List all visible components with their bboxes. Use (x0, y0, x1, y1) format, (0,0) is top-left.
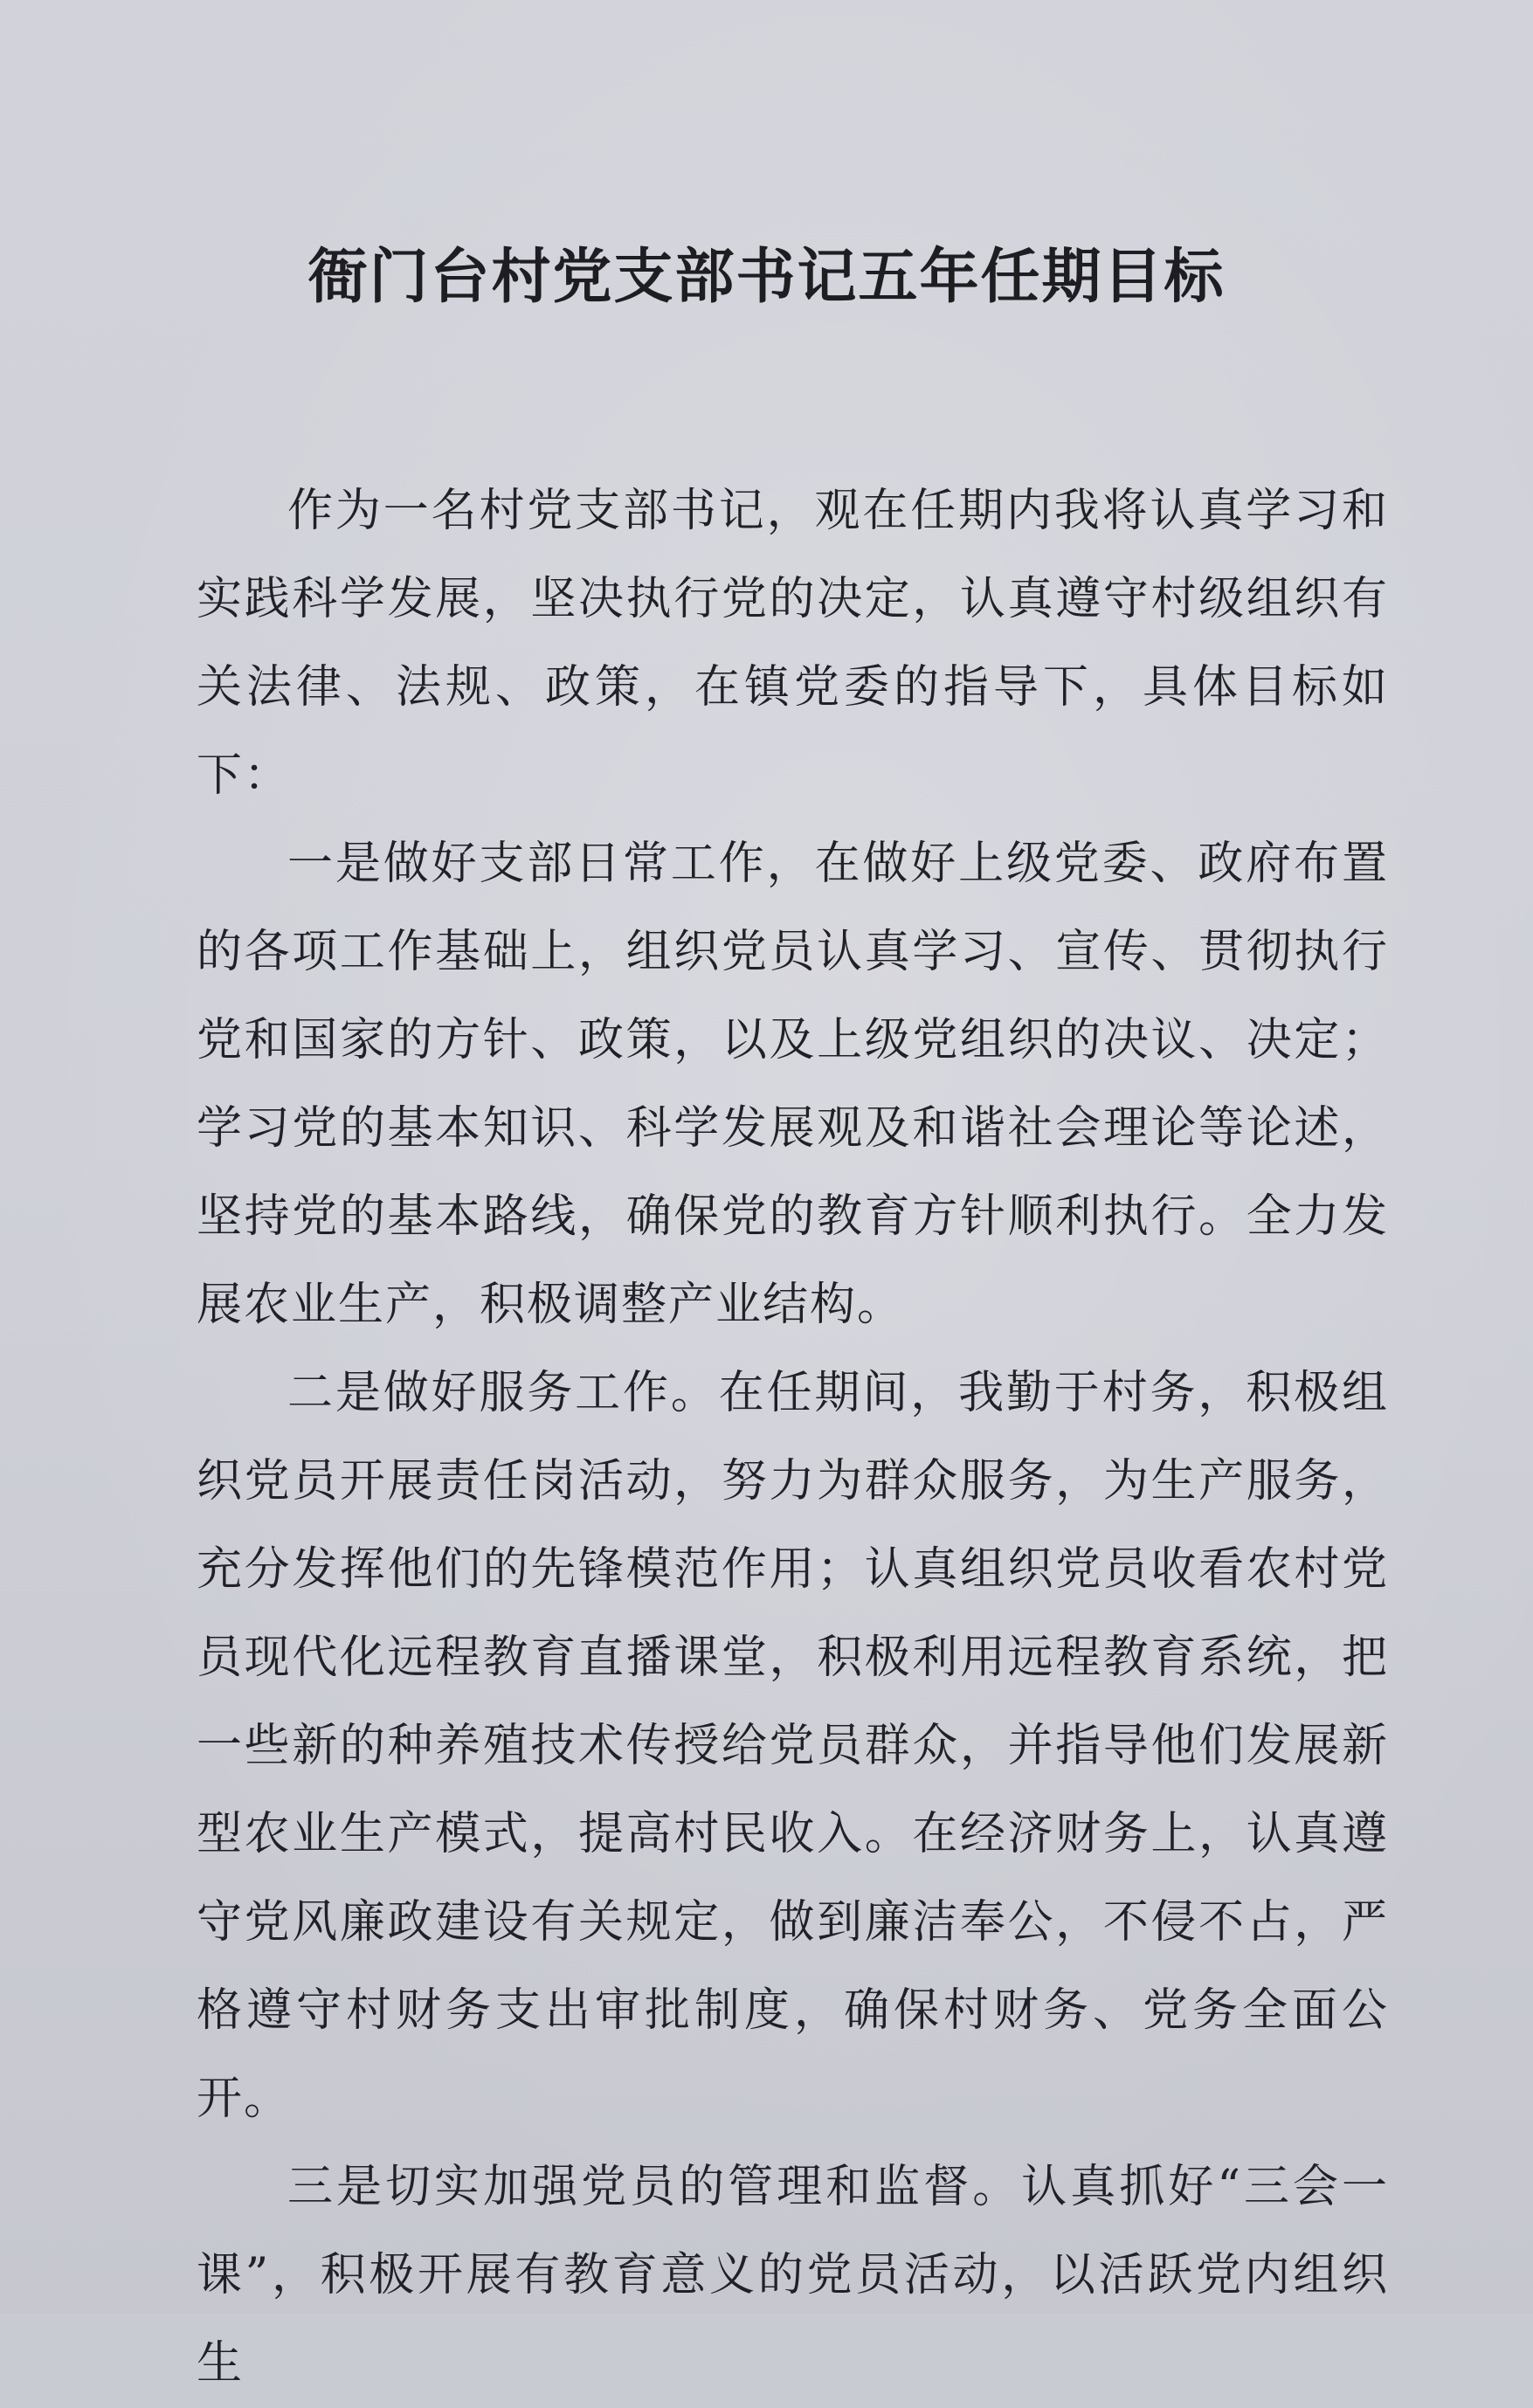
paragraph-goal-three: 三是切实加强党员的管理和监督。认真抓好“三会一课”，积极开展有教育意义的党员活动，以活跃党内组织生 (197, 2161, 1389, 2390)
paragraph-intro: 作为一名村党支部书记，观在任期内我将认真学习和实践科学发展，坚决执行党的决定，认真遵守村级组织有关法律、法规、政策，在镇党委的指导下，具体目标如下： (197, 485, 1389, 802)
paragraph-goal-two: 二是做好服务工作。在任期间，我勤于村务，积极组织党员开展责任岗活动，努力为群众服务，为生产服务，充分发挥他们的先锋模范作用；认真组织党员收看农村党员现代化远程教育直播课堂，积极利用远程教育系统，把一些新的种养殖技术传授给党员群众，并指导他们发展新型农业生产模式，提高村民收入。在经济财务上，认真遵守党风廉政建设有关规定，做到廉洁奉公，不侵不占，严格遵守村财务支出审批制度，确保村财务、党务全面公开。 (197, 1367, 1389, 2125)
document-body (197, 467, 1389, 2408)
document-title: 衙门台村党支部书记五年任期目标 (307, 243, 1226, 312)
paragraph-goal-one: 一是做好支部日常工作，在做好上级党委、政府布置的各项工作基础上，组织党员认真学习、宣传、贯彻执行党和国家的方针、政策，以及上级党组织的决议、决定；学习党的基本知识、科学发展观及和谐社会理论等论述，坚持党的基本路线，确保党的教育方针顺利执行。全力发展农业生产，积极调整产业结构。 (197, 838, 1389, 1331)
